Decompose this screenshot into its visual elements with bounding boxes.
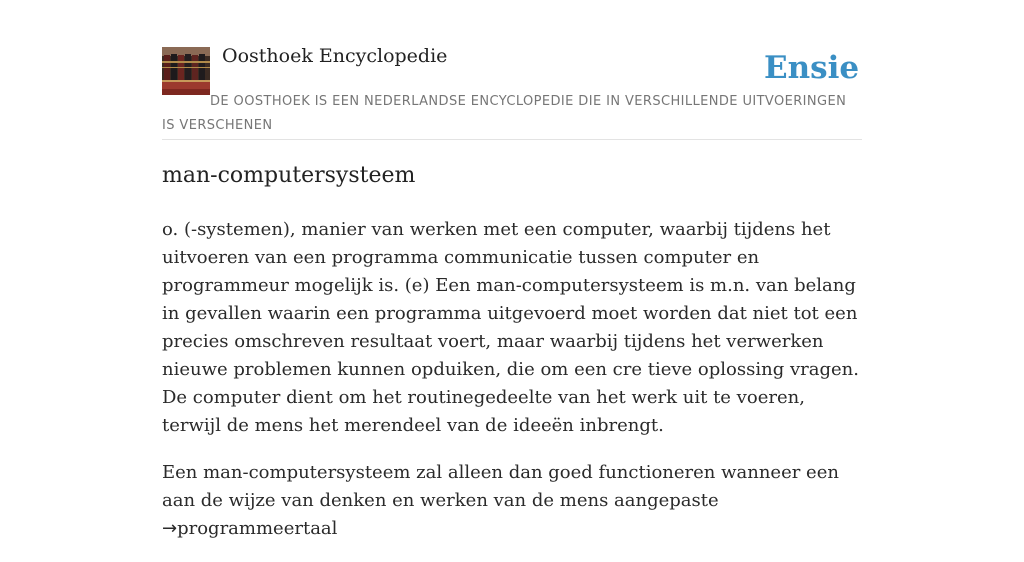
programmeertaal-link[interactable]: programmeertaal xyxy=(177,518,338,539)
entry-body xyxy=(162,216,868,562)
encyclopedia-books-avatar-icon[interactable] xyxy=(162,47,210,95)
site-title[interactable]: Oosthoek Encyclopedie xyxy=(222,45,448,67)
site-tagline: DE OOSTHOEK IS EEN NEDERLANDSE ENCYCLOPEDIE DIE IN VERSCHILLENDE UITVOERINGEN IS VERSCHENEN xyxy=(162,94,847,133)
entry-paragraph xyxy=(162,459,868,543)
paragraph-text: Een man-computersysteem zal alleen dan goed functioneren wanneer een aan de wijze van denken en werken van de mens aangepaste xyxy=(162,462,839,511)
cross-reference-arrow-icon: → xyxy=(162,518,178,539)
header-divider xyxy=(162,139,862,140)
brand-logo[interactable]: Ensie xyxy=(764,50,860,86)
entry-title: man-computersysteem xyxy=(162,163,416,188)
entry-paragraph: o. (-systemen), manier van werken met een computer, waarbij tijdens het uitvoeren van een programma communicatie tussen computer en programmeur mogelijk is. (e) Een man-computersysteem is m.n. van belang in gevallen waarin een programma uitgevoerd moet worden dat niet tot een precies omschreven resultaat voert, maar waarbij tijdens het verwerken nieuwe problemen kunnen opduiken, die om een cre tieve oplossing vragen. De computer dient om het routinegedeelte van het werk uit te voeren, terwijl de mens het merendeel van de ideeën inbrengt. xyxy=(162,219,859,436)
